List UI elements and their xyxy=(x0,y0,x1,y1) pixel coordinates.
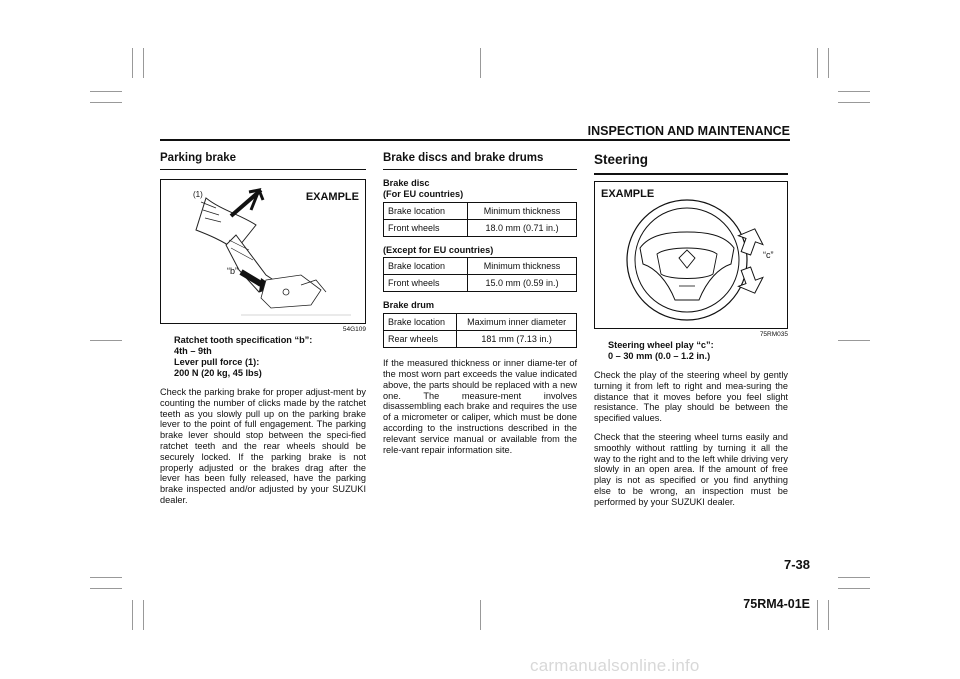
table-header: Brake location xyxy=(384,314,457,331)
drum-table xyxy=(383,313,577,348)
drum-label: Brake drum xyxy=(383,300,435,311)
parking-brake-figure xyxy=(160,179,366,324)
table-cell: Front wheels xyxy=(384,219,468,236)
table-cell: 181 mm (7.13 in.) xyxy=(457,331,577,348)
parking-brake-lever-illustration xyxy=(161,180,365,321)
table-cell: 15.0 mm (0.59 in.) xyxy=(468,275,577,292)
disc-noneu-label: (Except for EU countries) xyxy=(383,244,494,255)
disc-noneu-table xyxy=(383,257,577,292)
document-code: 75RM4-01E xyxy=(743,597,810,611)
disc-eu-table xyxy=(383,202,577,237)
parking-brake-spec xyxy=(160,335,366,379)
page-number: 7-38 xyxy=(783,557,810,572)
spec-line: 200 N (20 kg, 45 lbs) xyxy=(174,368,262,378)
steering-heading: Steering xyxy=(594,152,788,175)
parking-brake-section xyxy=(160,152,366,506)
steering-spec xyxy=(594,340,788,362)
figure-example-label: EXAMPLE xyxy=(305,191,359,203)
watermark: carmanualsonline.info xyxy=(530,656,700,675)
callout-1: (1) xyxy=(193,190,203,199)
steering-paragraph: Check the play of the steering wheel by gently turning it from left to right and mea-suring the distance that it moves before you feel slight resistance. The play should be between the specified values. xyxy=(594,370,788,424)
steering-paragraph: Check that the steering wheel turns easily and smoothly without rattling by turning it all the way to the right and to the left while driving very slowly in an open area. If the amount of free play is not as specified or you find anything else to be wrong, an inspection must be performed by your SUZUKI dealer. xyxy=(594,431,788,507)
steering-section xyxy=(594,152,788,508)
steering-figure xyxy=(594,181,788,329)
brakes-section xyxy=(383,152,577,455)
spec-line: 0 – 30 mm (0.0 – 1.2 in.) xyxy=(608,351,711,361)
parking-brake-paragraph: Check the parking brake for proper adjust-ment by counting the number of clicks made by the ratchet teeth as you slowly pull up on the parking brake lever to the point of full engagement. The parking brake lever should stop between the speci-fied ratchet teeth and the rear wheels should be securely locked. If the parking brake is not properly adjusted or the brakes drag after the lever has been fully released, have the parking brake inspected and/or adjusted by your SUZUKI dealer. xyxy=(160,387,366,505)
table-cell: Front wheels xyxy=(384,275,468,292)
figure-code: 54G109 xyxy=(342,326,366,333)
parking-brake-heading: Parking brake xyxy=(160,152,366,170)
brakes-heading: Brake discs and brake drums xyxy=(383,152,577,170)
table-header: Brake location xyxy=(384,202,468,219)
header-rule xyxy=(160,139,790,141)
running-header: INSPECTION AND MAINTENANCE xyxy=(587,124,790,138)
spec-line: Steering wheel play “c”: xyxy=(608,340,714,350)
table-header: Minimum thickness xyxy=(468,202,577,219)
steering-wheel-illustration xyxy=(595,182,787,326)
table-cell: Rear wheels xyxy=(384,331,457,348)
disc-eu-label: Brake disc (For EU countries) xyxy=(383,178,464,199)
figure-example-label: EXAMPLE xyxy=(601,188,655,200)
table-header: Maximum inner diameter xyxy=(457,314,577,331)
spec-line: 4th – 9th xyxy=(174,346,212,356)
spec-line: Ratchet tooth specification “b”: xyxy=(174,335,313,345)
callout-b: “b” xyxy=(227,266,238,276)
callout-c: “c” xyxy=(763,250,774,260)
figure-code: 75RM035 xyxy=(759,331,788,338)
brakes-paragraph: If the measured thickness or inner diame-ter of the most worn part exceeds the value indicated above, the parts should be replaced with a new one. The measure-ment involves disassembling each brake and requires the use of a micrometer or caliper, which must be done according to the instructions described in the relevant service manual or available from the rele-vant repair information site. xyxy=(383,358,577,455)
spec-line: Lever pull force (1): xyxy=(174,357,260,367)
table-header: Minimum thickness xyxy=(468,258,577,275)
table-cell: 18.0 mm (0.71 in.) xyxy=(468,219,577,236)
table-header: Brake location xyxy=(384,258,468,275)
